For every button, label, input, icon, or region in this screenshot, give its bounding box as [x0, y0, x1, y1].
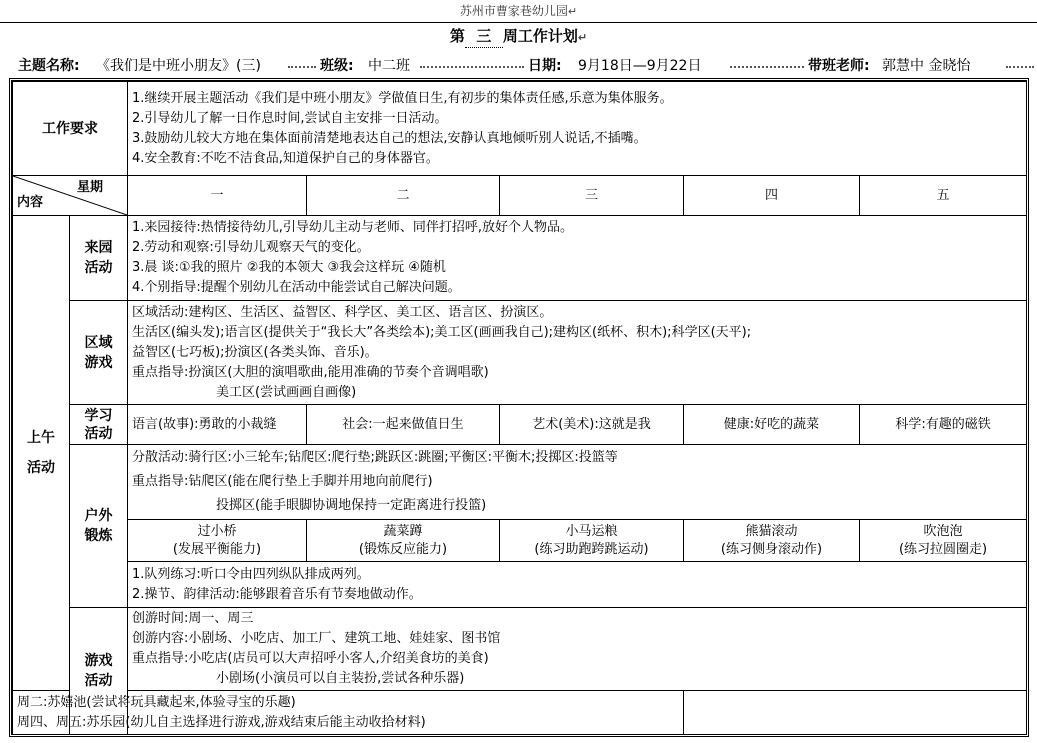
area-line: 重点指导:扮演区(大胆的演唱歌曲,能用准确的节奏个音调唱歌): [132, 364, 489, 380]
outdoor-game: [860, 520, 1027, 562]
week-number: 三: [465, 25, 503, 48]
day-axis-label: 星期: [76, 180, 103, 195]
outdoor-line: 投掷区(能手眼脚协调地保持一定距离进行投篮): [216, 498, 487, 513]
outdoor-game: [128, 520, 307, 562]
play-line: 创游内容:小剧场、小吃店、加工厂、建筑工地、娃娃家、图书馆: [132, 631, 501, 646]
game-name: 熊猫滚动: [745, 523, 798, 539]
date-label: 日期:: [528, 58, 562, 74]
arrival-label-2: 活动: [84, 260, 113, 276]
area-row: [13, 301, 1027, 405]
outdoor-extra-row: [13, 562, 1027, 608]
arrival-line: 4.个别指导:提醒个别幼儿在活动中能尝试自己解决问题。: [132, 280, 461, 295]
outdoor-line: 分散活动:骑行区:小三轮车;钻爬区:爬行垫;跳跃区:跳圈;平衡区:平衡木;投掷区:投篮等: [132, 450, 618, 465]
study-item-wed: 艺术(美术):这就是我: [500, 405, 684, 445]
area-content: [128, 301, 1027, 405]
theme-label: 主题名称:: [18, 58, 80, 74]
study-item-mon: 语言(故事):勇敢的小裁缝: [128, 405, 307, 445]
play-extra-line: 周二:苏嬉池(尝试将玩具藏起来,体验寻宝的乐趣): [17, 694, 296, 710]
dotted-leader: [1006, 66, 1034, 68]
area-line: 生活区(编头发);语言区(提供关于“我长大”各类绘本);美工区(画画我自己);建构区(纸杯、积木);科学区(天平);: [132, 324, 752, 340]
day-header-thu: 四: [684, 176, 860, 216]
game-name: 过小桥: [197, 523, 237, 539]
outdoor-extra-content: [128, 562, 1027, 608]
outdoor-line: 重点指导:钻爬区(能在爬行垫上手脚并用地向前爬行): [132, 474, 433, 489]
arrival-content: [128, 216, 1027, 301]
paragraph-mark-icon: ↵: [567, 5, 578, 18]
requirements-label: 工作要求: [13, 82, 128, 176]
outdoor-label-2: 锻炼: [84, 528, 113, 544]
game-goal: (练习侧身滚动作): [720, 541, 823, 557]
diagonal-header-cell: [13, 176, 128, 216]
arrival-line: 2.劳动和观察:引导幼儿观察天气的变化。: [132, 240, 370, 255]
arrival-line: 1.来园接待:热情接待幼儿,引导幼儿主动与老师、同伴打招呼,放好个人物品。: [132, 220, 574, 235]
study-item-thu: 健康:好吃的蔬菜: [684, 405, 860, 445]
dotted-leader: [420, 66, 524, 68]
weekly-plan-table: [12, 81, 1027, 735]
day-header-wed: 三: [500, 176, 684, 216]
teacher-label: 带班老师:: [808, 58, 870, 74]
plan-info-row: [0, 56, 1037, 76]
outdoor-games-row: [13, 520, 1027, 562]
outdoor-label-1: 户外: [84, 508, 113, 524]
play-line: 小剧场(小演员可以自主装扮,尝试各种乐器): [216, 671, 465, 686]
weekday-header-row: [13, 176, 1027, 216]
outdoor-extra-line: 1.队列练习:听口令由四列纵队排成两列。: [132, 566, 370, 582]
play-extra-row: [13, 691, 1027, 735]
area-line: 美工区(尝试画画自画像): [216, 384, 357, 400]
dotted-leader: [288, 66, 316, 68]
outdoor-extra-line: 2.操节、韵律活动:能够跟着音乐有节奏地做动作。: [132, 586, 422, 602]
day-header-tue: 二: [307, 176, 500, 216]
game-goal: (练习拉圆圈走): [898, 541, 988, 557]
class-value: 中二班: [368, 58, 410, 74]
document-header: [0, 0, 1037, 23]
play-line: 创游时间:周一、周三: [132, 611, 254, 626]
game-name: 蔬菜蹲: [383, 523, 423, 539]
day-header-fri: 五: [860, 176, 1027, 216]
study-row: [13, 405, 1027, 445]
paragraph-mark-icon: ↵: [577, 31, 588, 44]
day-header-mon: 一: [128, 176, 307, 216]
requirement-item: 4.安全教育:不吃不洁食品,知道保护自己的身体器官。: [132, 150, 439, 166]
play-label-1: 游戏: [84, 653, 113, 669]
outdoor-content: [128, 445, 1027, 520]
page-title: [0, 25, 1037, 47]
requirement-item: 2.引导幼儿了解一日作息时间,尝试自主安排一日活动。: [132, 110, 448, 126]
outdoor-game: [500, 520, 684, 562]
outdoor-label: [70, 445, 128, 608]
theme-value: 《我们是中班小朋友》(三): [96, 58, 261, 74]
title-suffix: 周工作计划: [502, 27, 578, 45]
game-goal: (发展平衡能力): [172, 541, 262, 557]
game-name: 吹泡泡: [923, 523, 963, 539]
teacher-value: 郭慧中 金晓怡: [882, 58, 971, 74]
study-label-2: 活动: [84, 425, 113, 442]
study-label: [70, 405, 128, 445]
play-label-2: 活动: [84, 673, 113, 689]
area-label-2: 游戏: [84, 354, 113, 371]
arrival-label-1: 来园: [84, 240, 113, 256]
game-name: 小马运粮: [565, 523, 618, 539]
arrival-label: [70, 216, 128, 301]
requirements-row: [13, 82, 1027, 176]
area-line: 区域活动:建构区、生活区、益智区、科学区、美工区、语言区、扮演区。: [132, 304, 553, 320]
content-axis-label: 内容: [17, 195, 44, 210]
arrival-row: [13, 216, 1027, 301]
area-label: [70, 301, 128, 405]
study-item-fri: 科学:有趣的磁铁: [860, 405, 1027, 445]
outdoor-game: [684, 520, 860, 562]
game-goal: (锻炼反应能力): [358, 541, 448, 557]
play-content: [128, 608, 1027, 691]
play-row: [13, 608, 1027, 691]
morning-activities-label: 上午活动: [13, 216, 70, 691]
play-line: 重点指导:小吃店(店员可以大声招呼小客人,介绍美食坊的美食): [132, 651, 489, 666]
outdoor-row: [13, 445, 1027, 520]
outdoor-game: [307, 520, 500, 562]
area-label-1: 区域: [84, 334, 113, 351]
title-prefix: 第: [449, 27, 465, 45]
play-extra-line: 周四、周五:苏乐园(幼儿自主选择进行游戏,游戏结束后能主动收拾材料): [17, 714, 426, 730]
dotted-leader: [730, 66, 804, 68]
date-value: 9月18日—9月22日: [578, 58, 702, 74]
study-label-1: 学习: [84, 407, 113, 424]
school-name: 苏州市曹家巷幼儿园: [459, 4, 568, 18]
study-item-tue: 社会:一起来做值日生: [307, 405, 500, 445]
game-goal: (练习助跑跨跳运动): [534, 541, 649, 557]
class-label: 班级:: [320, 58, 354, 74]
area-line: 益智区(七巧板);扮演区(各类头饰、音乐)。: [132, 344, 378, 360]
play-extra-content: [13, 691, 684, 735]
requirement-item: 3.鼓励幼儿较大方地在集体面前清楚地表达自己的想法,安静认真地倾听别人说话,不插嘴。: [132, 130, 647, 146]
arrival-line: 3.晨 谈:①我的照片 ②我的本领大 ③我会这样玩 ④随机: [132, 260, 446, 275]
requirements-content: [128, 82, 1027, 176]
requirement-item: 1.继续开展主题活动《我们是中班小朋友》学做值日生,有初步的集体责任感,乐意为集体服务。: [132, 90, 673, 106]
